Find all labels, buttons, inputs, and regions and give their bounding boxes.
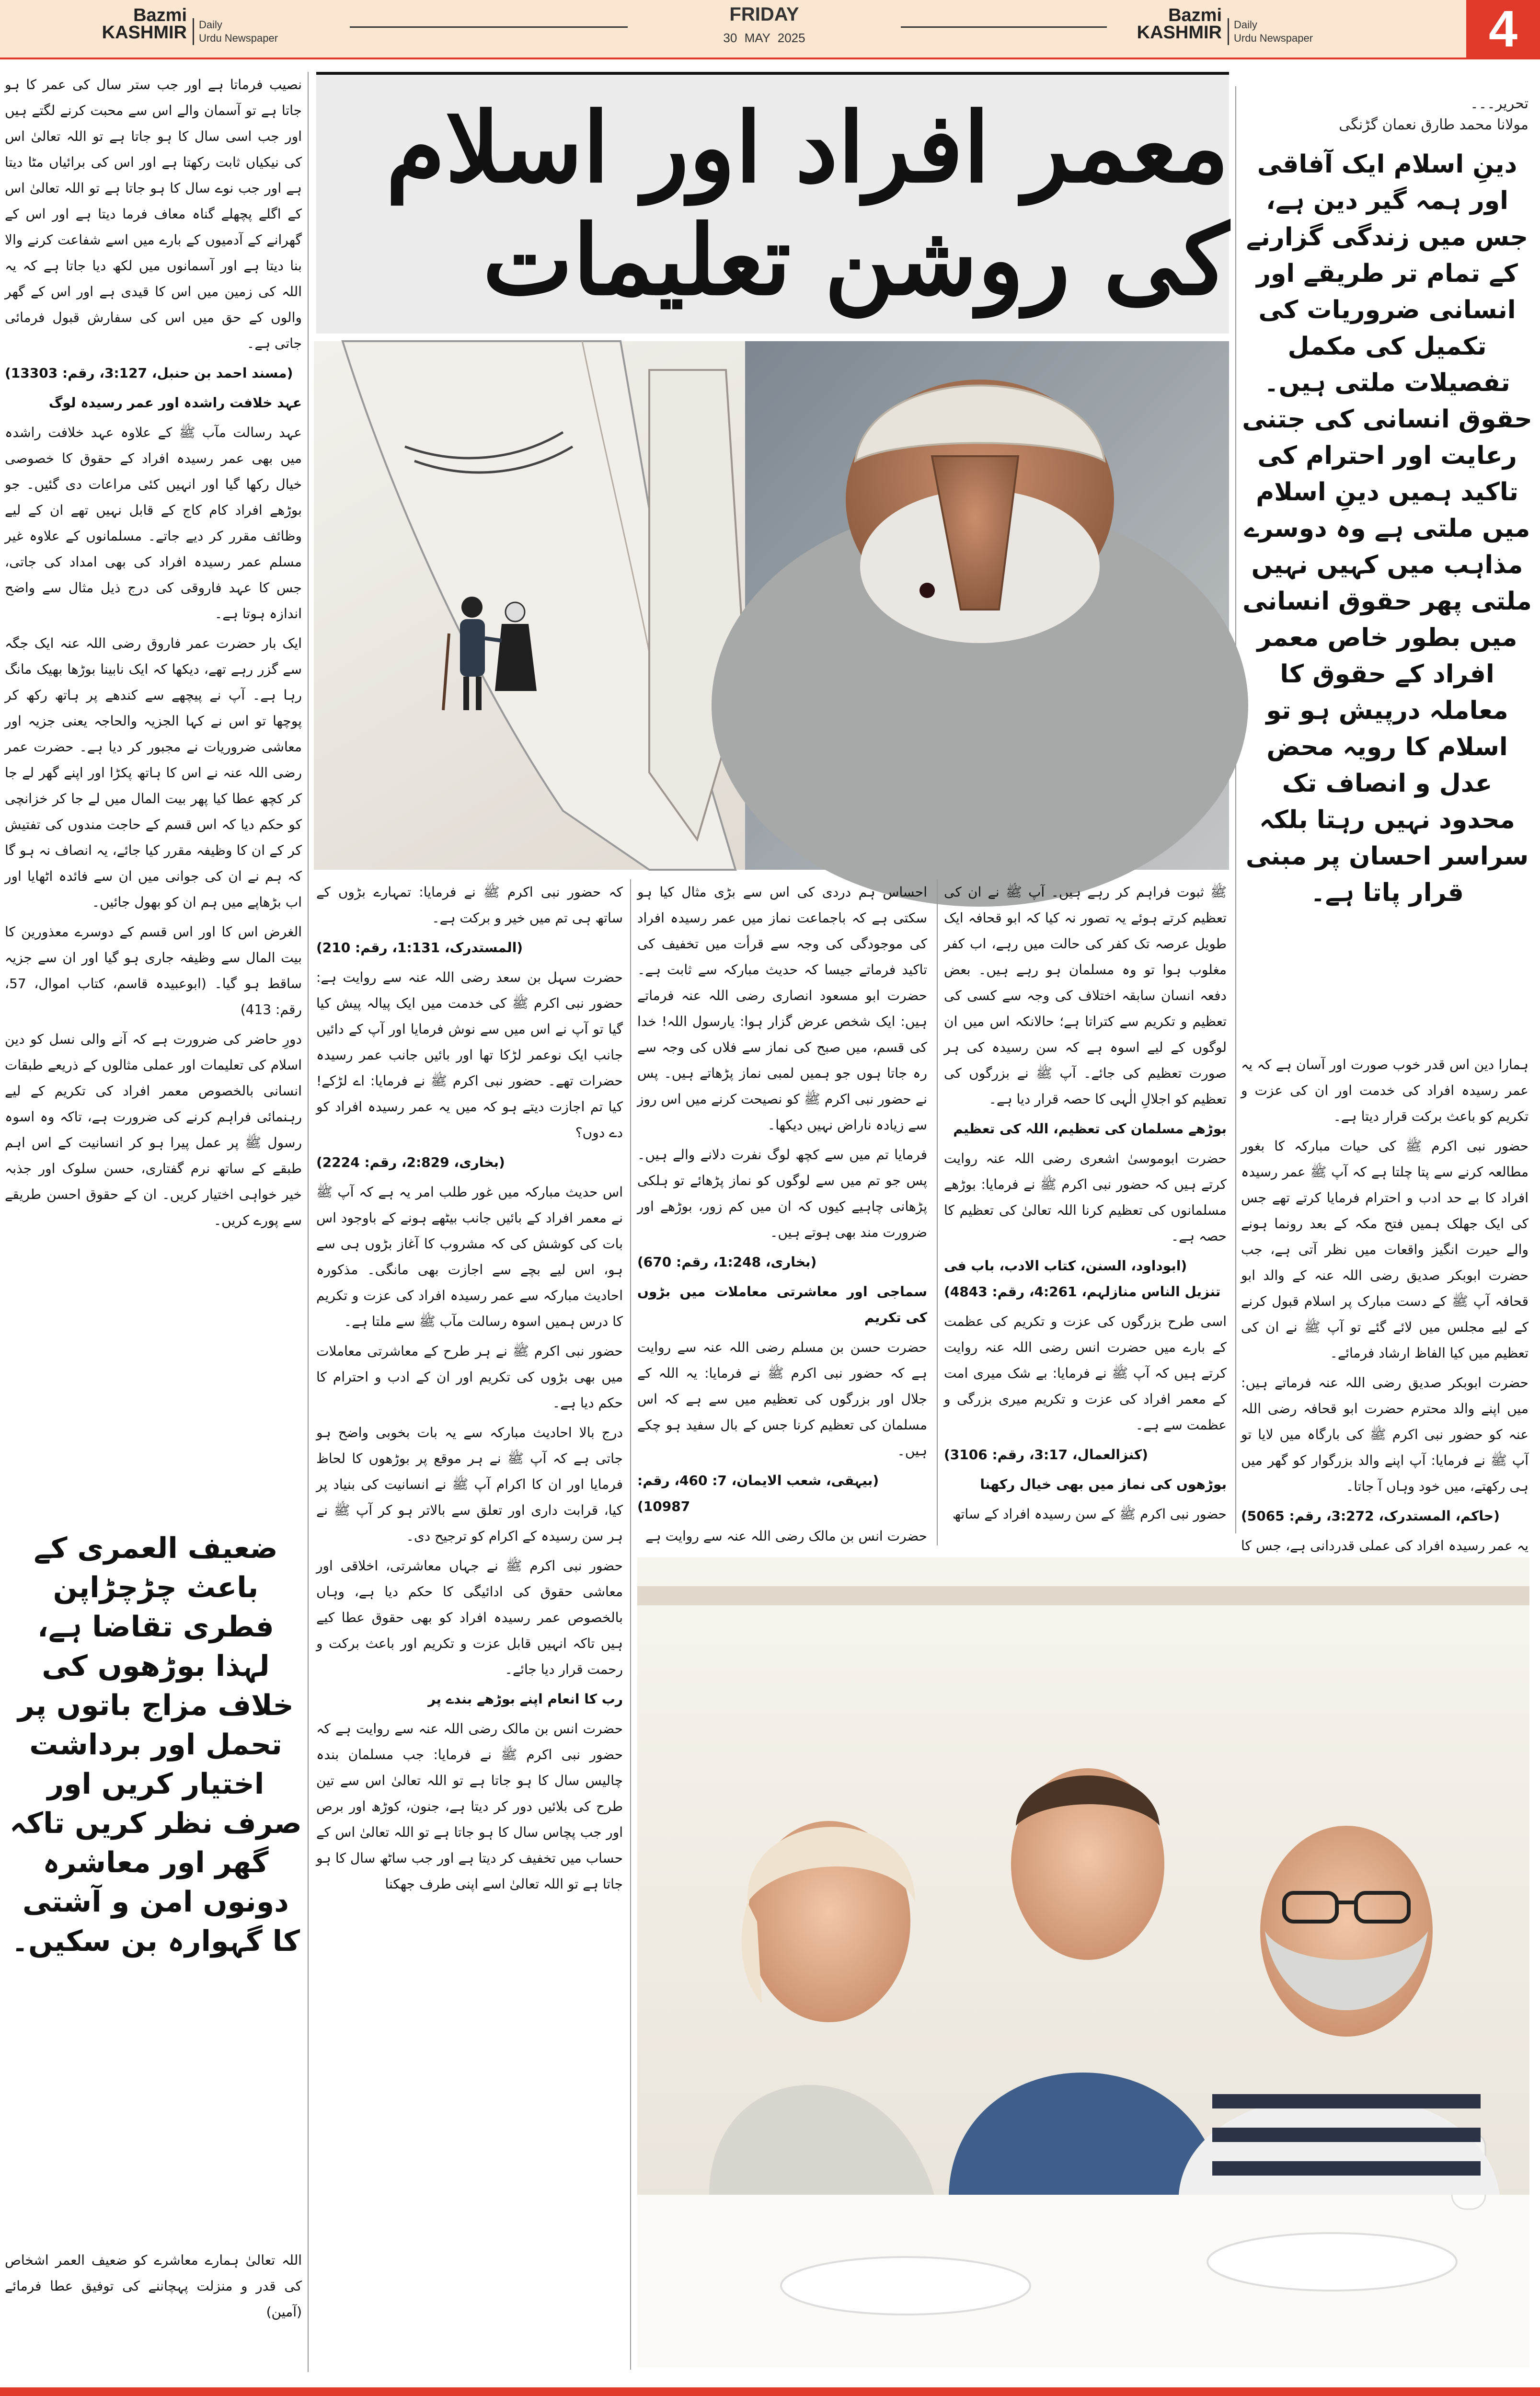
paragraph: ایک بار حضرت عمر فاروق رضی اللہ عنہ ایک جگہ سے گزر رہے تھے، دیکھا کہ ایک نابینا بوڑھا بھیک مانگ رہا ہے۔ آپ نے پیچھے سے کندھے پر ہاتھ رکھ کر پوچھا تو اس نے کہا الجزیہ والحاجہ یعنی جزیہ اور معاشی ضروریات نے مجبور کر دیا ہے۔ حضرت عمر رضی اللہ عنہ نے اس کا ہاتھ پکڑا اور اپنے گھر لے جا کر کچھ عطا کیا پھر بیت المال میں لے جا کر خزانچی کو حکم دیا کہ اس قسم کے حاجت مندوں کی تفتیش کر کے ان کا وظیفہ مقرر کیا جائے، یہ انصاف نہ ہو گا کہ ہم نے ان کی جوانی میں ان سے فائدہ اٹھایا اور اب بڑھاپے میں ہم ان کو بھول جائیں۔ [5, 635, 302, 910]
column-divider [1235, 86, 1236, 1533]
paragraph: درج بالا احادیث مبارکہ سے یہ بات بخوبی واضح ہو جاتی ہے کہ آپ ﷺ نے ہر موقع پر بوڑھوں کا لحاظ فرمایا اور ان کا اکرام آپ ﷺ نے انسانیت کی بنیاد پر کیا، قرابت داری اور تعلق سے بالاتر ہو کر آپ ﷺ نے ہر سن رسیدہ کے اکرام کو ترجیح دی۔ [316, 1425, 623, 1544]
paragraph: فرمایا تم میں سے کچھ لوگ نفرت دلانے والے ہیں۔ پس جو تم میں سے لوگوں کو نماز پڑھائے تو ہلکی پڑھانی چاہیے کیوں کہ ان میں کم زور، بوڑھے اور ضرورت مند بھی ہوتے ہیں۔ [637, 1147, 927, 1240]
brand-name-bottom: KASHMIR [1137, 23, 1222, 43]
column-2 [944, 879, 1227, 1541]
paragraph: حضرت حسن بن مسلم رضی اللہ عنہ سے روایت ہے کہ حضور نبی اکرم ﷺ نے فرمایا: یہ اللہ کے جلال اور بزرگوں کی تعظیم میں سے ہے کہ اس مسلمان کی تعظیم کرنا جس کے بال سفید ہو چکے ہیں۔ [637, 1339, 927, 1459]
paragraph: حضور نبی اکرم ﷺ کی حیات مبارکہ کا بغور مطالعہ کرنے سے پتا چلتا ہے کہ آپ ﷺ عمر رسیدہ افراد کا بے حد ادب و احترام فرمایا کرتے تھے جس کی ایک جھلک ہمیں فتح مکہ کے بعد رونما ہونے والے حیرت انگیز واقعات میں نظر آتی ہے، جب حضرت ابوبکر صدیق رضی اللہ عنہ کے والد ابو قحافہ آپ ﷺ کے دست مبارک پر اسلام قبول کرنے کے لیے مجلس میں لائے گئے تو آپ ﷺ نے ان کی تعظیم میں کیا الفاظ ارشاد فرمائے۔ [1241, 1138, 1529, 1361]
paragraph: عہد رسالت مآب ﷺ کے علاوہ عہد خلافت راشدہ میں بھی عمر رسیدہ افراد کے حقوق کا خصوصی خیال رکھا گیا اور انہیں کئی مراعات دی گئیں۔ جو بوڑھے افراد کام کاج کے قابل نہیں تھے ان کے لیے وظائف مقرر کر دیے جاتے۔ مسلمانوں کے علاوہ غیر مسلم عمر رسیدہ افراد کی بھی امداد کی جاتی، جس کا عہد فاروقی کی درج ذیل مثال سے واضح اندازہ ہوتا ہے۔ [5, 425, 302, 622]
column-3 [637, 879, 927, 1544]
paragraph: الغرض اس کا اور اس قسم کے دوسرے معذورین کا بیت المال سے وظیفہ جاری ہو گیا اور ان سے جزیہ ساقط ہو گیا۔ (ابوعبیدہ قاسم، کتاب اموال، 57، رقم: 413) [5, 924, 302, 1017]
closing-prayer [5, 2247, 302, 2367]
citation: (بخاری، 2:829، رقم: 2224) [316, 1154, 505, 1170]
citation: (کنزالعمال، 3:17، رقم: 3106) [944, 1447, 1148, 1463]
byline-label: تحریر۔۔۔ [1470, 95, 1529, 112]
brand-sub-daily: Daily [199, 19, 222, 31]
paragraph: ﷺ ثبوت فراہم کر رہے ہیں۔ آپ ﷺ نے ان کی تعظیم کرتے ہوئے یہ تصور نہ کیا کہ ابو قحافہ ایک طویل عرصہ تک کفر کی حالت میں رہے، اب کفر مغلوب ہوا تو وہ مسلمان ہو رہے ہیں۔ بعض دفعہ انسان سابقہ اختلاف کی وجہ سے کسی کی تعظیم و تکریم سے کتراتا ہے؛ حالانکہ اس میں ان لوگوں کے لیے اسوہ ہے کہ سن رسیدہ کی ہر صورت تعظیم کی جائے۔ آپ ﷺ نے بزرگوں کی تعظیم کو اجلالِ الٰہی کا حصہ قرار دیا ہے۔ [944, 884, 1227, 1107]
column-left [5, 72, 302, 1519]
column-divider [937, 879, 938, 1545]
masthead-rule-left [350, 26, 628, 28]
column-divider [308, 72, 309, 2372]
subheading: بوڑھوں کی نماز میں بھی خیال رکھنا [980, 1476, 1227, 1492]
headline: معمر افراد اور اسلام کی روشن تعلیمات [386, 92, 1229, 317]
paragraph: حضور نبی اکرم ﷺ کے سن رسیدہ افراد کے ساتھ [952, 1506, 1227, 1522]
footer-bar [0, 2387, 1540, 2396]
brand-sub-right [1228, 18, 1313, 45]
brand-sub-left [193, 18, 278, 45]
family-dining-illustration [637, 1557, 1529, 2367]
paragraph: حضرت ابوموسیٰ اشعری رضی اللہ عنہ روایت کرتے ہیں کہ حضور نبی اکرم ﷺ نے فرمایا: بوڑھے مسلمانوں کی تعظیم کرنا اللہ تعالیٰ کی تعظیم کا حصہ ہے۔ [944, 1151, 1227, 1244]
subheading: بوڑھے مسلمان کی تعظیم، اللہ کی تعظیم [953, 1121, 1227, 1137]
brand-name-top: Bazmi [133, 5, 187, 25]
citation: (ابوداود، السنن، کتاب الادب، باب فی تنزیل الناس منازلہم، 4:261، رقم: 4843) [944, 1258, 1221, 1300]
citation: (بیہقی، شعب الایمان، 7: 460، رقم: 10987) [637, 1473, 879, 1514]
masthead-rule-right [901, 26, 1107, 28]
headline-box [316, 72, 1229, 334]
paragraph: ہمارا دین اس قدر خوب صورت اور آسان ہے کہ یہ عمر رسیدہ افراد کی خدمت اور ان کی عزت و تکریم کو باعث برکت قرار دیتا ہے۔ [1241, 1057, 1529, 1124]
issue-date: 30 MAY 2025 [723, 31, 805, 45]
brand-sub-tag: Urdu Newspaper [199, 32, 278, 44]
paragraph: حضرت ابوبکر صدیق رضی اللہ عنہ فرماتے ہیں: میں اپنے والد محترم حضرت ابو قحافہ رضی اللہ عنہ کو حضور نبی اکرم ﷺ کی بارگاہ میں لایا تو آپ ﷺ نے فرمایا: آپ اپنے والد بزرگوار کو گھر میں ہی رکھتے، میں خود وہاں آ جاتا۔ [1241, 1375, 1529, 1494]
paragraph: حضرت انس بن مالک رضی اللہ عنہ سے روایت ہے [645, 1528, 927, 1544]
brand-name-bottom: KASHMIR [102, 23, 187, 43]
subheading: رب کا انعام اپنے بوڑھے بندے پر [428, 1691, 623, 1707]
bottom-photo [637, 1557, 1529, 2367]
brand-sub-daily: Daily [1234, 19, 1257, 31]
column-divider [630, 879, 631, 2370]
paragraph: احساس ہم دردی کی اس سے بڑی مثال کیا ہو سکتی ہے کہ باجماعت نماز میں عمر رسیدہ افراد کی موجودگی کی وجہ سے قرأت میں تخفیف کی تاکید فرماتے جیسا کہ حدیث مبارکہ سے ثابت ہے۔ حضرت ابو مسعود انصاری رضی اللہ عنہ فرماتے ہیں: ایک شخص عرض گزار ہوا: یارسول اللہ! خدا کی قسم، میں صبح کی نماز سے فلاں کی وجہ سے رہ جاتا ہوں جو ہمیں لمبی نماز پڑھاتے ہیں۔ پس نے حضور نبی اکرم ﷺ کو نصیحت کرنے میں اس روز سے زیادہ ناراض نہیں دیکھا۔ [637, 884, 927, 1133]
paragraph: حضرت سہل بن سعد رضی اللہ عنہ سے روایت ہے: حضور نبی اکرم ﷺ کی خدمت میں ایک پیالہ پیش کیا گیا تو آپ نے اس میں سے نوش فرمایا اور آپ کے دائیں جانب ایک نوعمر لڑکا تھا اور بائیں جانب عمر رسیدہ حضرات تھے۔ حضور نبی اکرم ﷺ نے فرمایا: اے لڑکے! کیا تم اجازت دیتے ہو کہ میں یہ عمر رسیدہ افراد کو دے دوں؟ [316, 969, 623, 1140]
brand-sub-tag: Urdu Newspaper [1234, 32, 1313, 44]
paragraph: حضرت انس بن مالک رضی اللہ عنہ سے روایت ہے کہ حضور نبی اکرم ﷺ نے فرمایا: جب مسلمان بندہ چالیس سال کا ہو جاتا ہے تو اللہ تعالیٰ اس سے تین طرح کی بلائیں دور کر دیتا ہے، جنون، کوڑھ اور برص اور جب پچاس سال کا ہو جاتا ہے تو اللہ تعالیٰ اس کے حساب میں تخفیف کر دیتا ہے اور جب ساٹھ سال کا ہو جاتا ہے تو اللہ تعالیٰ اسے اپنی طرف جھکنا [316, 1721, 623, 1892]
paragraph: اس حدیث مبارکہ میں غور طلب امر یہ ہے کہ آپ ﷺ نے معمر افراد کے بائیں جانب بیٹھے ہونے کے باوجود اس بات کی کوشش کی کہ مشروب کا آغاز بڑوں ہی سے ہو، اس لیے بچے سے اجازت بھی مانگی۔ مذکورہ احادیث مبارکہ سے عمر رسیدہ افراد کی عزت و تکریم کا درس ہمیں اسوہ رسالت مآب ﷺ سے ملتا ہے۔ [316, 1184, 623, 1329]
top-photo [314, 341, 1229, 870]
brand-right [1116, 7, 1222, 41]
paragraph: حضور نبی اکرم ﷺ نے جہاں معاشرتی، اخلاقی اور معاشی حقوق کی ادائیگی کا حکم دیا ہے، وہاں بالخصوص عمر رسیدہ افراد کو بھی حقوق عطا کیے ہیں تاکہ انہیں قابل عزت و تکریم اور باعث برکت و رحمت قرار دیا جائے۔ [316, 1558, 623, 1677]
pull-quote-right: دینِ اسلام ایک آفاقی اور ہمہ گیر دین ہے، جس میں زندگی گزارنے کے تمام تر طریقے اور انسانی ضروریات کی تکمیل کی مکمل تفصیلات ملتی ہیں۔ حقوق انسانی کی جتنی رعایت اور احترام کی تاکید ہمیں دینِ اسلام میں ملتی ہے وہ دوسرے مذاہب میں کہیں نہیں ملتی پھر حقوق انسانی میں بطور خاص معمر افراد کے حقوق کا معاملہ درپیش ہو تو اسلام کا رویہ محض عدل و انصاف تک محدود نہیں رہتا بلکہ سراسر احسان پر مبنی قرار پاتا ہے۔ [1242, 150, 1532, 907]
brand-name-top: Bazmi [1168, 5, 1222, 25]
issue-day: FRIDAY [729, 4, 799, 25]
citation: (المستدرک، 1:131، رقم: 210) [316, 940, 523, 956]
paragraph: حضور نبی اکرم ﷺ نے ہر طرح کے معاشرتی معاملات میں بھی بڑوں کی تکریم اور ان کے ادب و احترام کا حکم دیا ہے۔ [316, 1343, 623, 1411]
elderly-hands-illustration [314, 341, 1229, 870]
pull-quote-left: ضعیف العمری کے باعث چڑچڑاپن فطری تقاضا ہے، لہذا بوڑھوں کی خلاف مزاج باتوں پر تحمل اور برداشت اختیار کریں اور صرف نظر کریں تاکہ گھر اور معاشرہ دونوں امن و آشتی کا گہوارہ بن سکیں۔ [10, 1532, 302, 1958]
byline [1241, 93, 1529, 136]
column-right [1241, 1052, 1529, 1554]
paragraph: نصیب فرماتا ہے اور جب ستر سال کی عمر کا ہو جاتا ہے تو آسمان والے اس سے محبت کرنے لگتے ہیں اور جب اسی سال کا ہو جاتا ہے تو اللہ تعالیٰ اس کی نیکیاں ثابت رکھتا ہے اور اس کی برائیاں مٹا دیتا ہے اور جب نوے سال کا ہو جاتا ہے تو اللہ تعالیٰ اس کے اگلے پچھلے گناہ معاف فرما دیتا ہے اور اس کے گھرانے کے آدمیوں کے بارے میں اسے شفاعت کرنے والا بنا دیتا ہے اور آسمانوں میں لکھ دیا جاتا ہے کہ یہ اللہ کی زمین میں اس کا قیدی ہے اور اس کے گھر والوں کے حق میں اس کی سفارش قبول فرمائی جاتی ہے۔ [5, 77, 302, 351]
citation: (مسند احمد بن حنبل، 3:127، رقم: 13303) [5, 365, 293, 381]
citation: (بخاری، 1:248، رقم: 670) [637, 1254, 817, 1270]
subheading: سماجی اور معاشرتی معاملات میں بڑوں کی تکریم [637, 1284, 927, 1325]
paragraph: دورِ حاضر کی ضرورت ہے کہ آنے والی نسل کو دین اسلام کی تعلیمات اور عملی مثالوں کے ذریعے طبقات انسانی بالخصوص معمر افراد کی تکریم کے لیے رہنمائی فراہم کرنے کی ضرورت ہے، تاکہ وہ اسوہ رسول ﷺ پر عمل پیرا ہو کر انسانیت کے اس اہم طبقے کے ساتھ نرم گفتاری، حسن سلوک اور جذبہ خیر خواہی اختیار کریں۔ ان کے حقوق احسن طریقے سے پورے کریں۔ [5, 1031, 302, 1228]
paragraph: اسی طرح بزرگوں کی عزت و تکریم کی عظمت کے بارے میں حضرت انس رضی اللہ عنہ روایت کرتے ہیں کہ آپ ﷺ نے فرمایا: بے شک میری امت کے معمر افراد کی عزت و تکریم میری بزرگی و عظمت سے ہے۔ [944, 1313, 1227, 1433]
subheading: عہد خلافت راشدہ اور عمر رسیدہ لوگ [48, 395, 302, 411]
paragraph: یہ عمر رسیدہ افراد کی عملی قدردانی ہے، جس کا [1241, 1538, 1529, 1554]
brand-left [91, 7, 187, 41]
paragraph: اللہ تعالیٰ ہمارے معاشرے کو ضعیف العمر اشخاص کی قدر و منزلت پہچاننے کی توفیق عطا فرمائے (آمین) [5, 2252, 302, 2320]
citation: (حاکم، المستدرک، 3:272، رقم: 5065) [1241, 1508, 1500, 1524]
author-name: مولانا محمد طارق نعمان گڑنگی [1339, 116, 1529, 133]
column-4 [316, 879, 623, 2370]
page-number: 4 [1466, 0, 1540, 58]
paragraph: کہ حضور نبی اکرم ﷺ نے فرمایا: تمہارے بڑوں کے ساتھ ہی تم میں خیر و برکت ہے۔ [316, 884, 623, 926]
